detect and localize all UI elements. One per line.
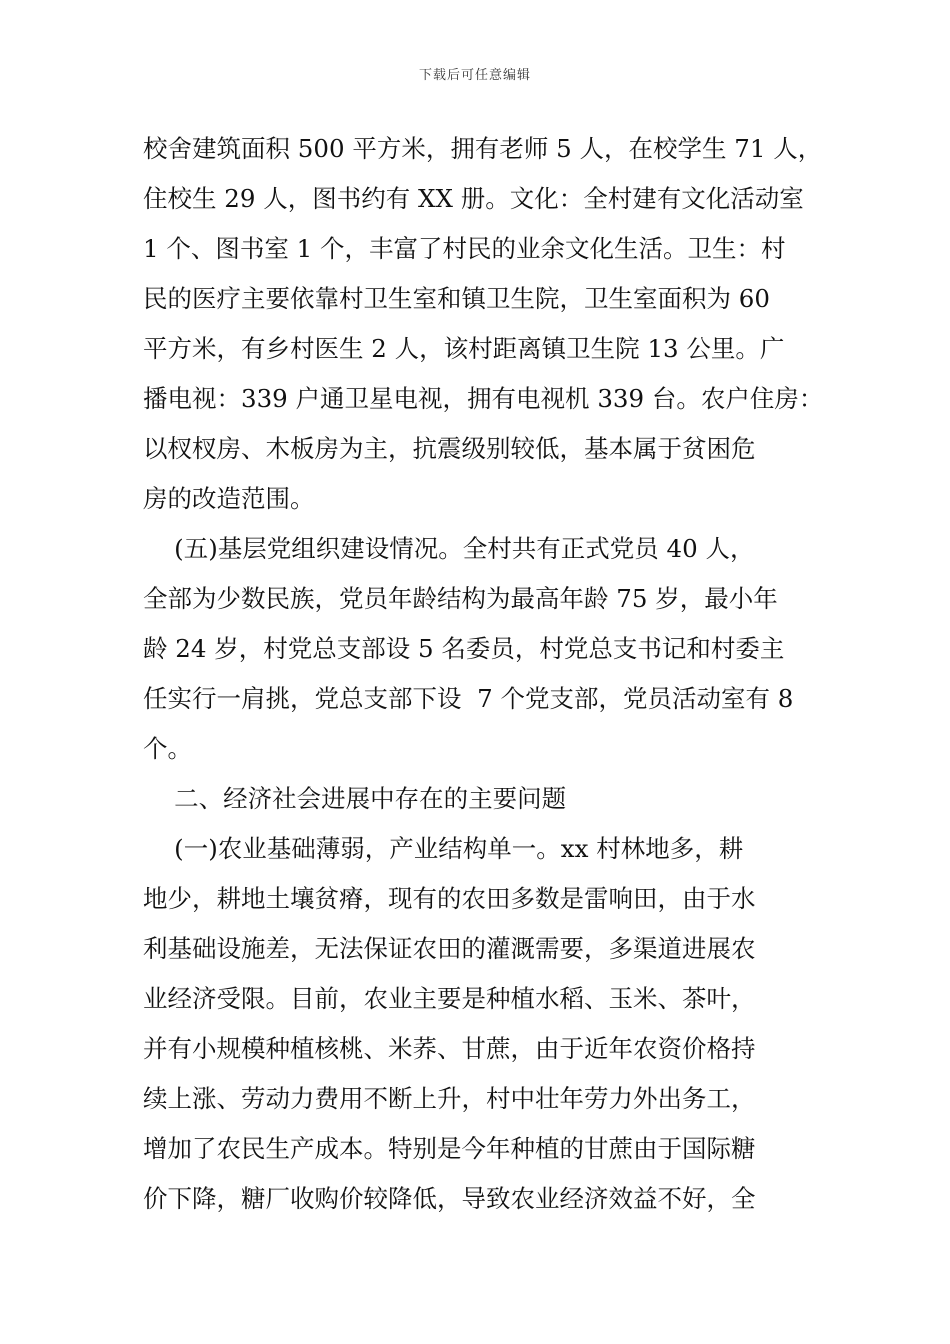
text-line: 住校生 29 人，图书约有 XX 册。文化：全村建有文化活动室: [143, 184, 804, 213]
text-line: 业经济受限。目前，农业主要是种植水稻、玉米、茶叶，: [143, 984, 756, 1013]
text-line: 并有小规模种植核桃、米荞、甘蔗，由于近年农资价格持: [143, 1034, 756, 1063]
text-line: 1 个、图书室 1 个，丰富了村民的业余文化生活。卫生：村: [143, 234, 786, 263]
text-line: 利基础设施差，无法保证农田的灌溉需要，多渠道进展农: [143, 934, 756, 963]
document-body: [143, 124, 824, 1224]
text-line: 平方米，有乡村医生 2 人，该村距离镇卫生院 13 公里。广: [143, 334, 785, 363]
text-line: 地少，耕地土壤贫瘠，现有的农田多数是雷响田，由于水: [143, 884, 756, 913]
text-line: 增加了农民生产成本。特别是今年种植的甘蔗由于国际糖: [143, 1134, 756, 1163]
text-line: 民的医疗主要依靠村卫生室和镇卫生院，卫生室面积为 60: [143, 284, 770, 313]
text-line: 任实行一肩挑，党总支部下设 7 个党支部，党员活动室有 8: [143, 684, 794, 713]
text-line: 全部为少数民族，党员年龄结构为最高年龄 75 岁，最小年: [143, 584, 778, 613]
text-line: 价下降，糖厂收购价较降低，导致农业经济效益不好，全: [143, 1184, 756, 1213]
text-line: 龄 24 岁，村党总支部设 5 名委员，村党总支书记和村委主: [143, 634, 785, 663]
text-line: 校舍建筑面积 500 平方米，拥有老师 5 人，在校学生 71 人，: [143, 134, 823, 163]
section-heading: 二、经济社会进展中存在的主要问题: [143, 784, 567, 813]
text-line: 以杈杈房、木板房为主，抗震级别较低，基本属于贫困危: [143, 434, 756, 463]
text-line: 个。: [143, 734, 192, 763]
text-line: (五)基层党组织建设情况。全村共有正式党员 40 人，: [143, 534, 755, 563]
text-line: 续上涨、劳动力费用不断上升，村中壮年劳力外出务工，: [143, 1084, 756, 1113]
text-line: 房的改造范围。: [143, 484, 315, 513]
text-line: (一)农业基础薄弱，产业结构单一。xx 村林地多，耕: [143, 834, 744, 863]
text-line: 播电视：339 户通卫星电视，拥有电视机 339 台。农户住房：: [143, 384, 824, 413]
header-note: 下载后可任意编辑: [418, 68, 531, 83]
